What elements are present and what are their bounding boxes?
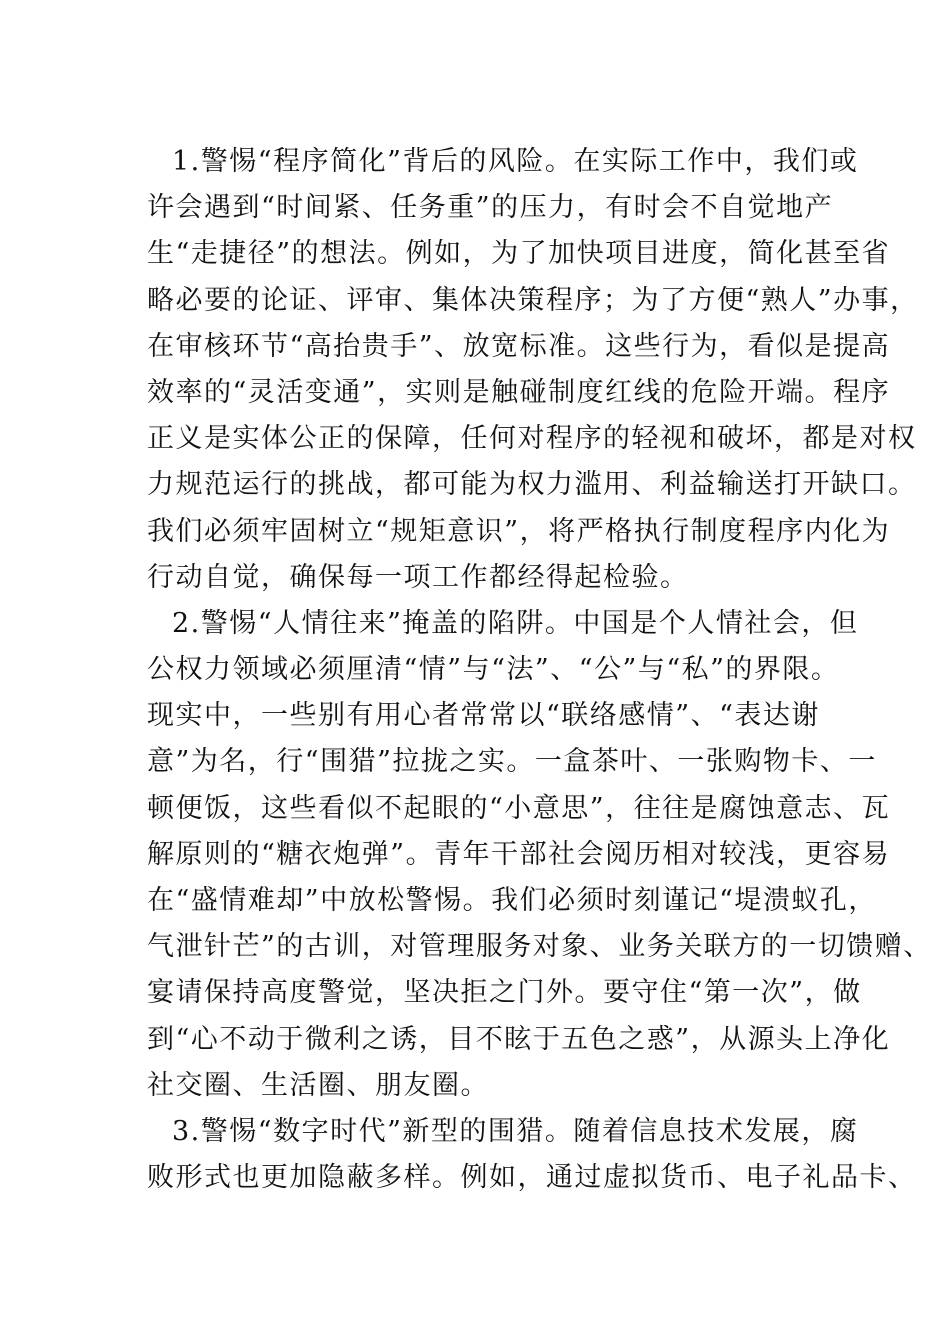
text-line: 力规范运行的挑战，都可能为权力滥用、利益输送打开缺口。 [147,469,917,501]
text-line: 败形式也更加隐蔽多样。例如，通过虚拟货币、电子礼品卡、 [147,1162,917,1194]
text-line: 解原则的“糖衣炮弹”。青年干部社会阅历相对较浅，更容易 [147,838,891,870]
text-line: 气泄针芒”的古训，对管理服务对象、业务关联方的一切馈赠、 [147,931,932,963]
text-line: 许会遇到“时间紧、任务重”的压力，有时会不自觉地产 [147,192,834,224]
text-line: 行动自觉，确保每一项工作都经得起检验。 [147,561,689,593]
text-line: 现实中，一些别有用心者常常以“联络感情”、“表达谢 [147,700,820,732]
text-line: 生“走捷径”的想法。例如，为了加快项目进度，简化甚至省 [147,238,891,270]
text-line: 在审核环节“高抬贵手”、放宽标准。这些行为，看似是提高 [147,330,891,362]
text-line: 我们必须牢固树立“规矩意识”，将严格执行制度程序内化为 [147,515,891,547]
text-line: 略必要的论证、评审、集体决策程序；为了方便“熟人”办事， [147,284,919,316]
text-line: 在“盛情难却”中放松警惕。我们必须时刻谨记“堤溃蚁孔， [147,885,877,916]
paragraph-1-heading-line: 1.警惕“程序简化”背后的风险。在实际工作中，我们或 [172,146,859,177]
text-line: 意”为名，行“围猎”拉拢之实。一盒茶叶、一张购物卡、一 [147,746,877,778]
paragraph-2-heading-line: 2.警惕“人情往来”掩盖的陷阱。中国是个人情社会，但 [172,607,859,639]
text-line: 顿便饭，这些看似不起眼的“小意思”，往往是腐蚀意志、瓦 [147,792,891,824]
document-body [147,139,932,1201]
text-line: 社交圈、生活圈、朋友圈。 [147,1069,489,1101]
text-line: 到“心不动于微利之诱，目不眩于五色之惑”，从源头上净化 [147,1023,891,1055]
text-line: 效率的“灵活变通”，实则是触碰制度红线的危险开端。程序 [147,376,891,408]
paragraph-3-heading-line: 3.警惕“数字时代”新型的围猎。随着信息技术发展，腐 [172,1115,859,1147]
text-line: 公权力领域必须厘清“情”与“法”、“公”与“私”的界限。 [147,654,840,686]
text-line: 正义是实体公正的保障，任何对程序的轻视和破坏，都是对权 [147,423,917,455]
text-line: 宴请保持高度警觉，坚决拒之门外。要守住“第一次”，做 [147,977,862,1009]
